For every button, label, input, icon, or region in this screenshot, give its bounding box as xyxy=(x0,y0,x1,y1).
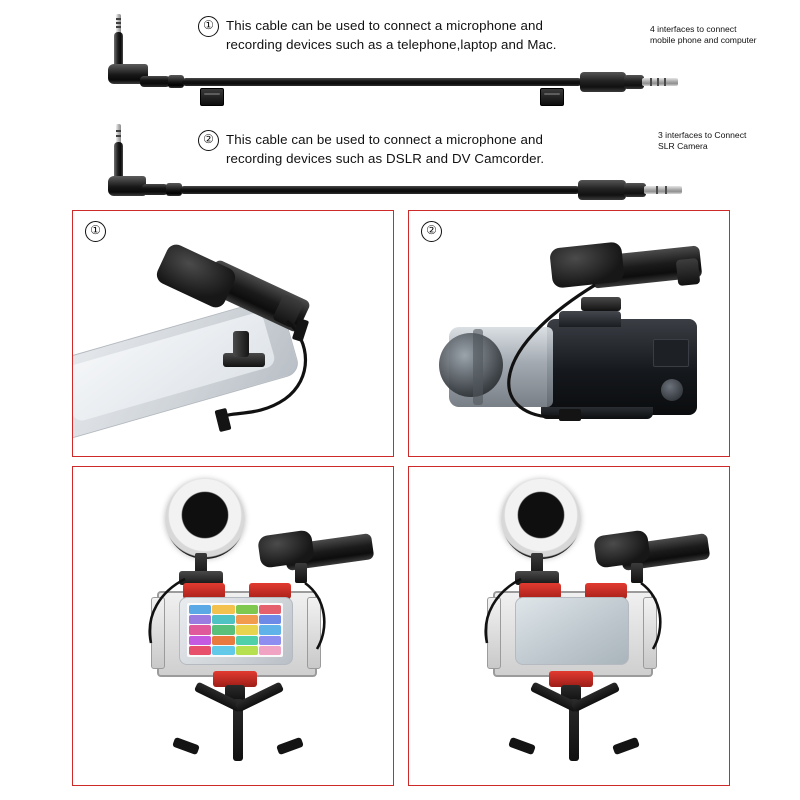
audio-cable-icon xyxy=(73,211,393,456)
cable-1-velcro-tag-right xyxy=(540,88,564,106)
panel-dslr xyxy=(408,210,730,457)
cable-row-2 xyxy=(0,112,800,212)
cable-1-description-line2: recording devices such as a telephone,laptop and Mac. xyxy=(226,37,557,52)
cable-2-note-line2: SLR Camera xyxy=(658,141,708,151)
cable-2-note-line1: 3 interfaces to Connect xyxy=(658,130,747,140)
cable-1-metal-pin-icon xyxy=(642,78,678,86)
audio-cable-icon xyxy=(73,467,393,785)
cable-1-number: ① xyxy=(198,16,219,37)
cable-2-number: ② xyxy=(198,130,219,151)
cable-2-description-line1: This cable can be used to connect a microphone and xyxy=(226,132,543,147)
panel-phone xyxy=(72,210,394,457)
cable-1-description-line1: This cable can be used to connect a microphone and xyxy=(226,18,543,33)
cable-1-note-line1: 4 interfaces to connect xyxy=(650,24,737,34)
cable-plug-camera-end xyxy=(559,409,581,421)
cable-2-description-line2: recording devices such as DSLR and DV Camcorder. xyxy=(226,151,545,166)
cable-1-velcro-tag-left xyxy=(200,88,224,106)
panel-phone-number: ① xyxy=(85,221,106,242)
panel-dslr-number: ② xyxy=(421,221,442,242)
cable-2-metal-pin-icon xyxy=(644,186,682,194)
cable-1-note-line2: mobile phone and computer xyxy=(650,35,757,45)
audio-cable-icon xyxy=(409,467,729,785)
panel-rig-phone-front xyxy=(72,466,394,786)
panel-rig-phone-back xyxy=(408,466,730,786)
cable-row-1 xyxy=(0,6,800,106)
